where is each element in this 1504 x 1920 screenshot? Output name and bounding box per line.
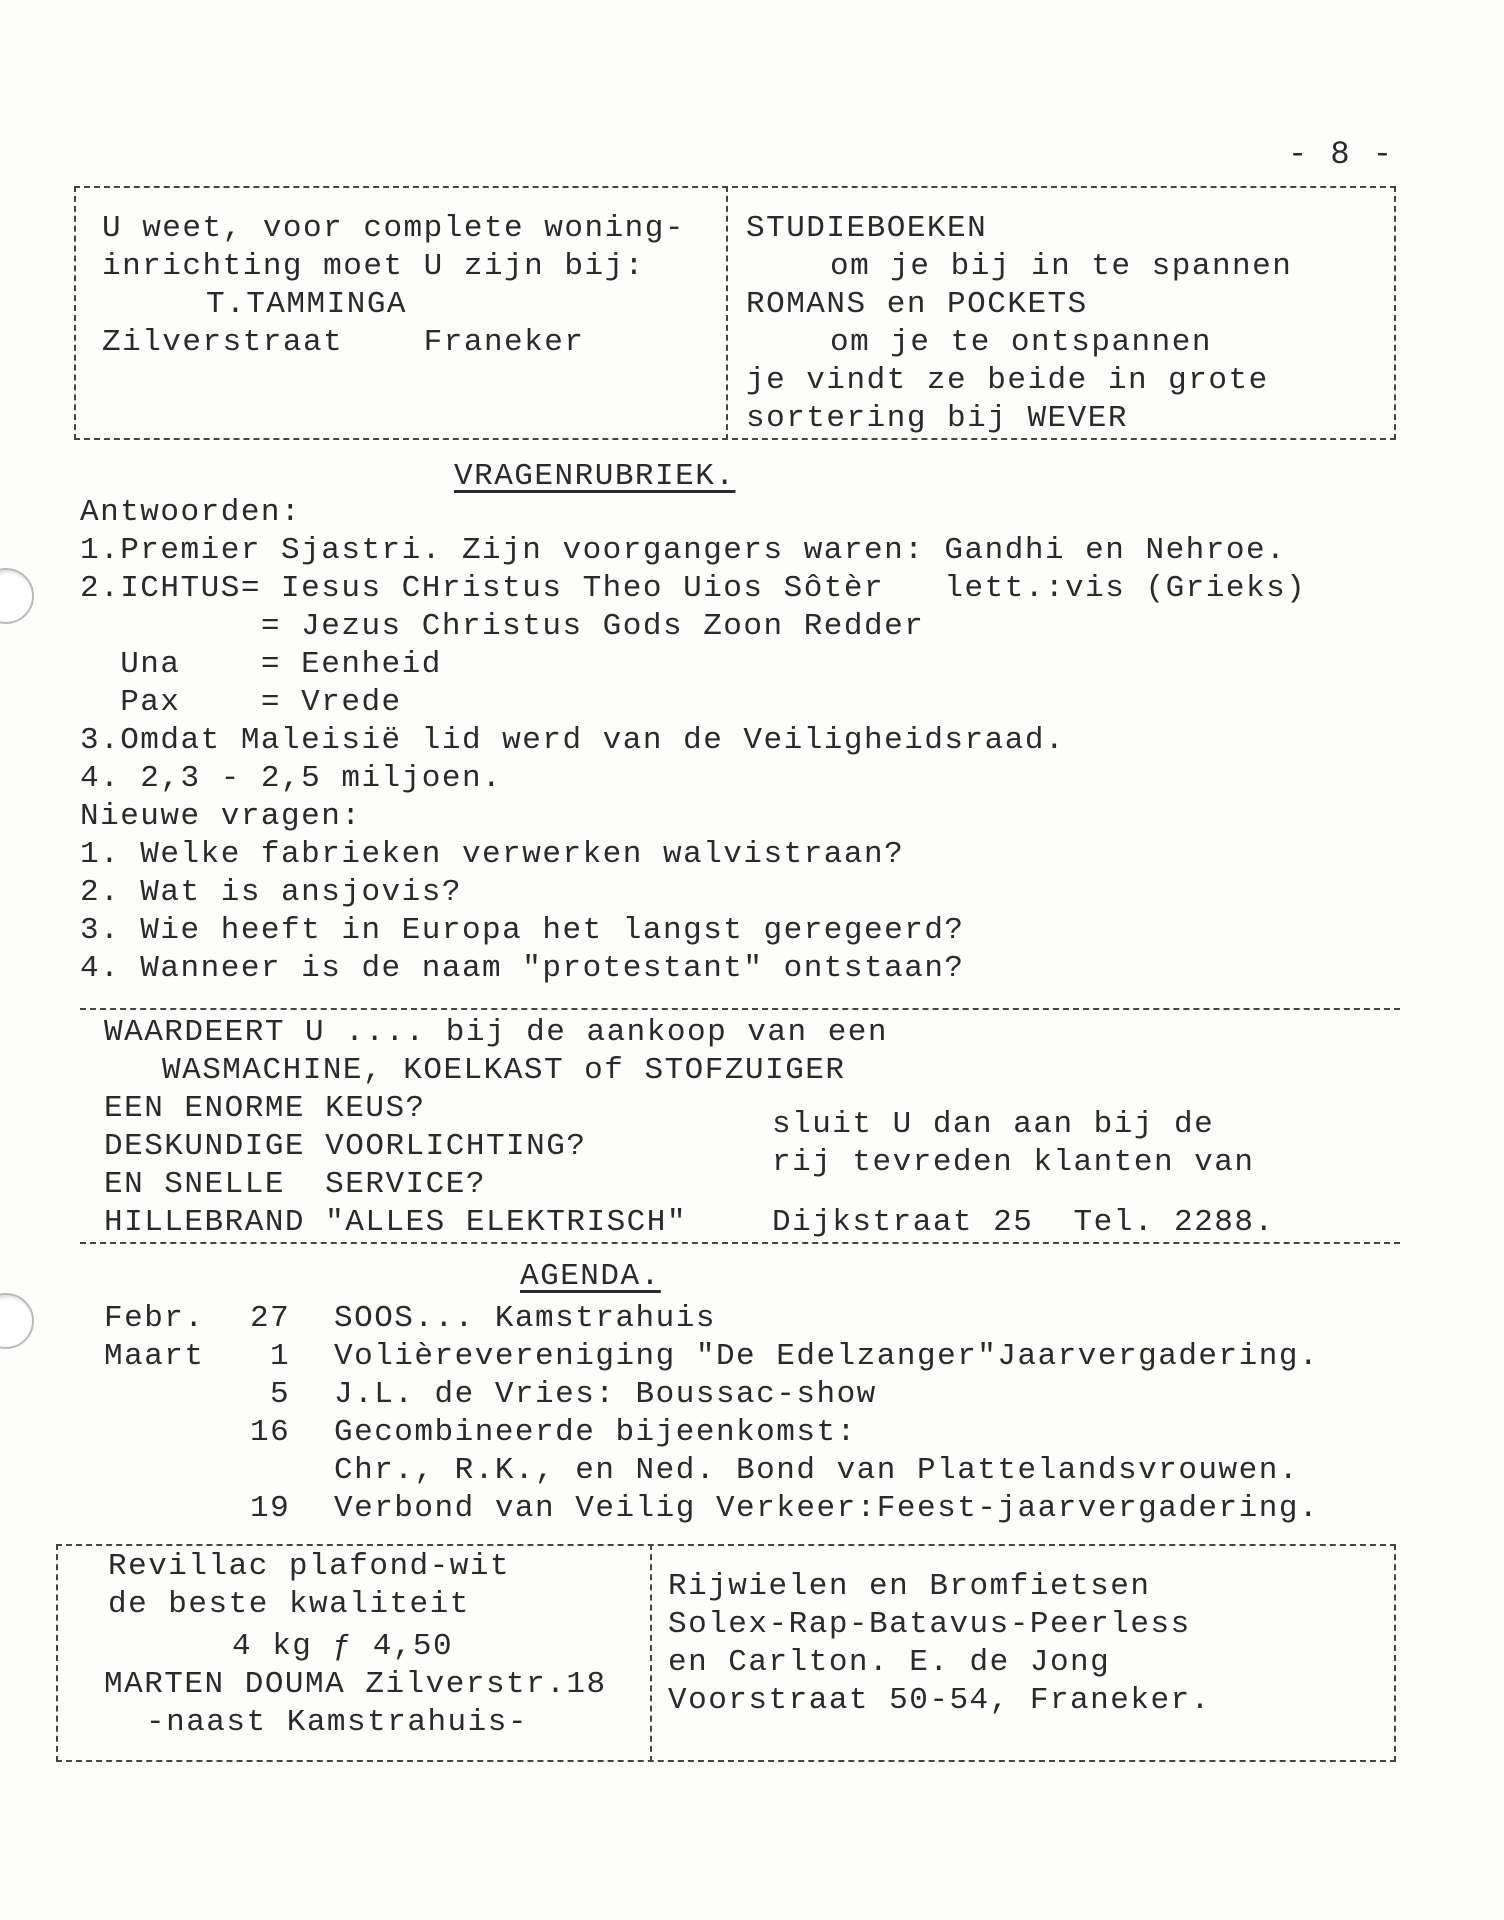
- agenda-text: J.L. de Vries: Boussac-show: [334, 1377, 877, 1412]
- question-4: 4. Wanneer is de naam "protestant" ontstaan?: [80, 951, 965, 986]
- agenda-day: 16: [250, 1415, 291, 1450]
- question-3: 3. Wie heeft in Europa het langst geregeerd?: [80, 913, 965, 948]
- ad-de-jong-line4: Voorstraat 50-54, Franeker.: [668, 1683, 1211, 1718]
- ad-douma-line1: Revillac plafond-wit: [108, 1549, 511, 1584]
- agenda-text: SOOS... Kamstrahuis: [334, 1301, 716, 1336]
- ad-wever-line1: STUDIEBOEKEN: [746, 211, 988, 246]
- middle-ad-top-rule: [80, 1008, 1400, 1010]
- answer-4: 4. 2,3 - 2,5 miljoen.: [80, 761, 503, 796]
- ad-hillebrand-line2: WASMACHINE, KOELKAST of STOFZUIGER: [162, 1053, 846, 1088]
- ad-hillebrand-left-1: EEN ENORME KEUS?: [104, 1091, 426, 1126]
- ad-tamminga-line2: inrichting moet U zijn bij:: [102, 249, 645, 284]
- ad-hillebrand-left-2: DESKUNDIGE VOORLICHTING?: [104, 1129, 587, 1164]
- agenda-day: 19: [250, 1491, 291, 1526]
- middle-ad-bottom-rule: [80, 1242, 1400, 1244]
- ad-tamminga-name: T.TAMMINGA: [206, 287, 408, 322]
- ad-hillebrand-right-1: sluit U dan aan bij de: [772, 1107, 1215, 1142]
- agenda-month: Maart: [104, 1339, 205, 1374]
- nieuwe-vragen-label: Nieuwe vragen:: [80, 799, 362, 834]
- answer-3: 3.Omdat Maleisië lid werd van de Veiligheidsraad.: [80, 723, 1066, 758]
- ad-de-jong-line1: Rijwielen en Bromfietsen: [668, 1569, 1151, 1604]
- ad-douma-address: MARTEN DOUMA Zilverstr.18: [104, 1667, 607, 1702]
- punch-hole-top: [0, 568, 34, 624]
- agenda-text: Chr., R.K., en Ned. Bond van Plattelandsvrouwen.: [334, 1453, 1299, 1488]
- agenda-text: Gecombineerde bijeenkomst:: [334, 1415, 857, 1450]
- ad-douma-location: -naast Kamstrahuis-: [146, 1705, 528, 1740]
- top-ads-divider: [726, 186, 728, 440]
- ad-tamminga-line1: U weet, voor complete woning-: [102, 211, 685, 246]
- agenda-day: 5: [270, 1377, 291, 1412]
- agenda-text: Volièrevereniging "De Edelzanger"Jaarvergadering.: [334, 1339, 1320, 1374]
- vragenrubriek-title: VRAGENRUBRIEK.: [454, 459, 736, 494]
- ad-de-jong-line2: Solex-Rap-Batavus-Peerless: [668, 1607, 1191, 1642]
- agenda-day: 27: [250, 1301, 291, 1336]
- antwoorden-label: Antwoorden:: [80, 495, 302, 530]
- agenda-title: AGENDA.: [520, 1259, 661, 1294]
- agenda-day: 1: [270, 1339, 291, 1374]
- ad-douma-line2: de beste kwaliteit: [108, 1587, 470, 1622]
- answer-2-una: Una = Eenheid: [80, 647, 442, 682]
- ad-hillebrand-footer-right: Dijkstraat 25 Tel. 2288.: [772, 1205, 1275, 1240]
- answer-2-translation: = Jezus Christus Gods Zoon Redder: [80, 609, 925, 644]
- ad-tamminga-address: Zilverstraat Franeker: [102, 325, 585, 360]
- ad-wever-line5: je vindt ze beide in grote: [746, 363, 1269, 398]
- ad-wever-line4: om je te ontspannen: [830, 325, 1212, 360]
- ad-de-jong-line3: en Carlton. E. de Jong: [668, 1645, 1111, 1680]
- ad-hillebrand-line1: WAARDEERT U .... bij de aankoop van een: [104, 1015, 889, 1050]
- agenda-text: Verbond van Veilig Verkeer:Feest-jaarvergadering.: [334, 1491, 1320, 1526]
- ad-hillebrand-footer-left: HILLEBRAND "ALLES ELEKTRISCH": [104, 1205, 687, 1240]
- punch-hole-bottom: [0, 1293, 34, 1349]
- ad-hillebrand-left-3: EN SNELLE SERVICE?: [104, 1167, 486, 1202]
- question-2: 2. Wat is ansjovis?: [80, 875, 462, 910]
- answer-1: 1.Premier Sjastri. Zijn voorgangers waren: Gandhi en Nehroe.: [80, 533, 1287, 568]
- question-1: 1. Welke fabrieken verwerken walvistraan?: [80, 837, 905, 872]
- page-number: - 8 -: [1288, 136, 1395, 173]
- bottom-ads-divider: [650, 1544, 652, 1762]
- agenda-month: Febr.: [104, 1301, 205, 1336]
- ad-hillebrand-right-2: rij tevreden klanten van: [772, 1145, 1255, 1180]
- ad-wever-line6: sortering bij WEVER: [746, 401, 1128, 436]
- answer-2: 2.ICHTUS= Iesus CHristus Theo Uios Sôtèr lett.:vis (Grieks): [80, 571, 1307, 606]
- answer-2-pax: Pax = Vrede: [80, 685, 402, 720]
- ad-wever-line3: ROMANS en POCKETS: [746, 287, 1088, 322]
- ad-wever-line2: om je bij in te spannen: [830, 249, 1293, 284]
- ad-douma-price: 4 kg ƒ 4,50: [232, 1629, 454, 1664]
